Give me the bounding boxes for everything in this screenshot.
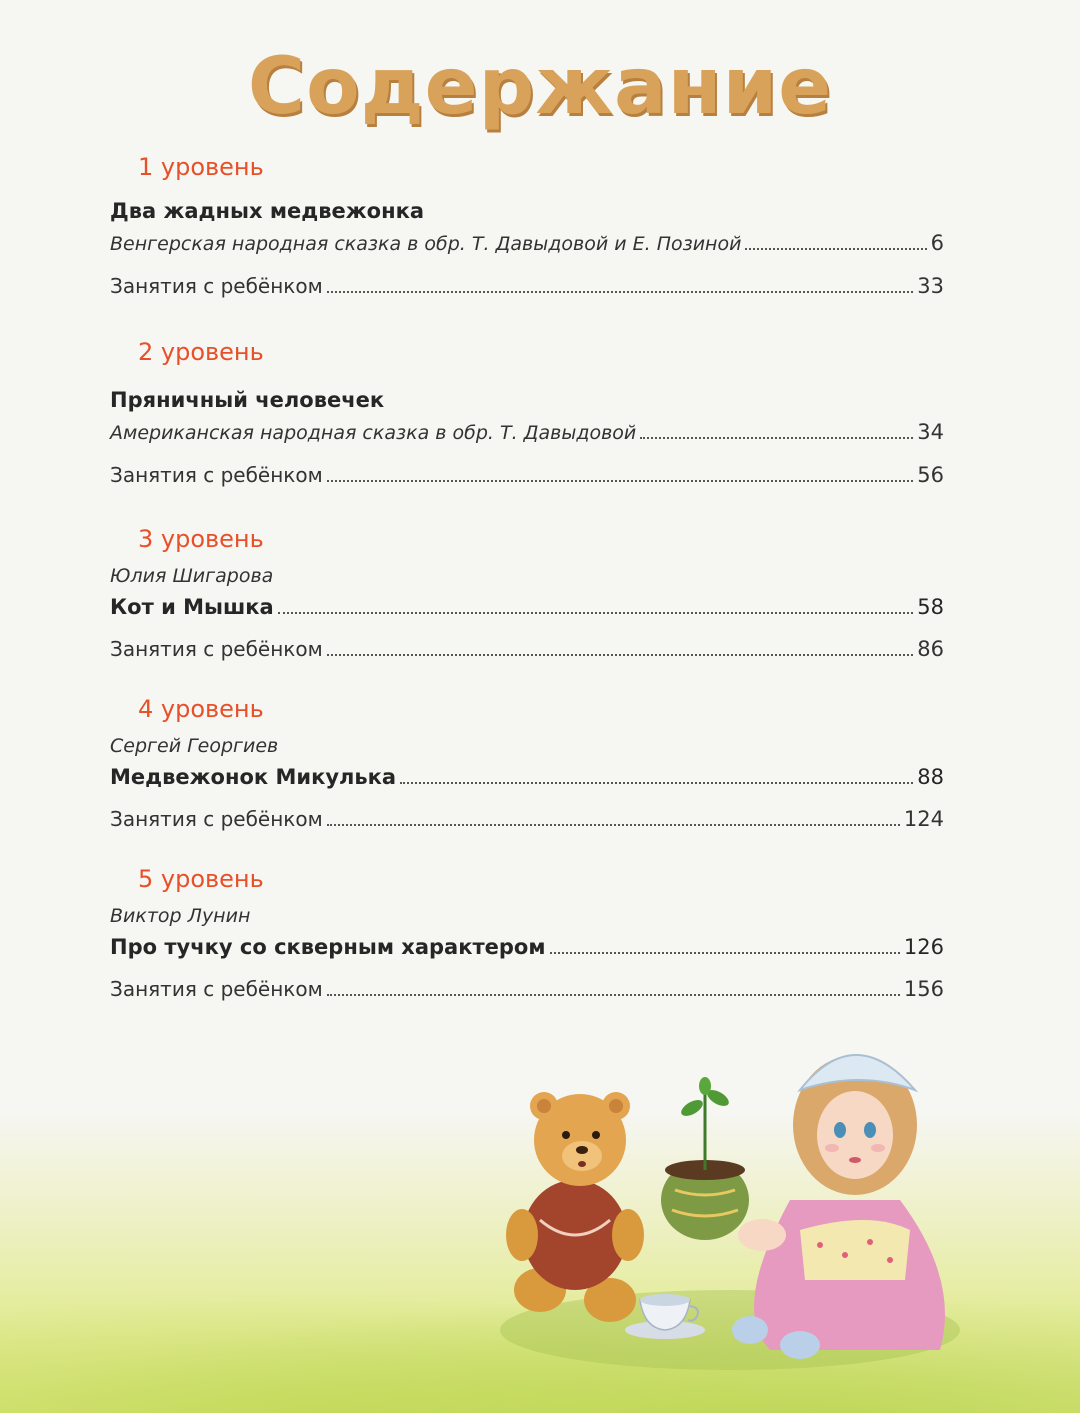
leader-dots <box>327 654 914 656</box>
story-subtitle: Венгерская народная сказка в обр. Т. Давыдовой и Е. Позиной <box>110 233 742 255</box>
story-title: Пряничный человечек <box>110 388 385 412</box>
activity-entry[interactable] <box>110 804 944 834</box>
level-heading: 5 уровень <box>138 865 264 893</box>
page-number: 88 <box>917 765 944 789</box>
toc-section-1 <box>110 150 944 301</box>
activity-title: Занятия с ребёнком <box>110 274 323 298</box>
activity-entry[interactable] <box>110 634 944 664</box>
level-heading: 3 уровень <box>138 525 264 553</box>
toc-section-3 <box>110 522 944 664</box>
leader-dots <box>327 291 914 293</box>
activity-entry[interactable] <box>110 974 944 1004</box>
story-title: Два жадных медвежонка <box>110 199 425 223</box>
leader-dots <box>278 612 914 614</box>
level-heading: 2 уровень <box>138 338 264 366</box>
story-entry[interactable] <box>110 590 944 624</box>
author-name: Юлия Шигарова <box>110 565 274 587</box>
story-entry[interactable] <box>110 194 944 228</box>
leader-dots <box>745 248 926 250</box>
leader-dots <box>327 824 900 826</box>
activity-title: Занятия с ребёнком <box>110 463 323 487</box>
leader-dots <box>327 994 900 996</box>
toc-section-2 <box>110 335 944 490</box>
story-subtitle-entry[interactable] <box>110 228 944 259</box>
level-heading: 4 уровень <box>138 695 264 723</box>
page-number: 34 <box>917 420 944 444</box>
page-number: 126 <box>903 935 944 959</box>
author-name: Виктор Лунин <box>110 905 251 927</box>
story-title: Медвежонок Микулька <box>110 765 397 789</box>
activity-title: Занятия с ребёнком <box>110 807 323 831</box>
story-title: Кот и Мышка <box>110 595 274 619</box>
activity-title: Занятия с ребёнком <box>110 977 323 1001</box>
page-number: 58 <box>917 595 944 619</box>
leader-dots <box>550 952 900 954</box>
page-title: Содержание <box>247 42 833 132</box>
page-number: 86 <box>917 637 944 661</box>
story-entry[interactable] <box>110 930 944 964</box>
story-entry[interactable] <box>110 760 944 794</box>
activity-entry[interactable] <box>110 460 944 490</box>
toc-section-5 <box>110 862 944 1004</box>
page-number: 56 <box>917 463 944 487</box>
activity-entry[interactable] <box>110 271 944 301</box>
table-of-contents <box>110 150 944 1004</box>
level-heading: 1 уровень <box>138 153 264 181</box>
leader-dots <box>400 782 913 784</box>
leader-dots <box>327 480 914 482</box>
story-subtitle: Американская народная сказка в обр. Т. Давыдовой <box>110 422 637 444</box>
page-number: 156 <box>903 977 944 1001</box>
story-subtitle-entry[interactable] <box>110 417 944 448</box>
author-name: Сергей Георгиев <box>110 735 279 757</box>
page-number: 6 <box>930 231 944 255</box>
leader-dots <box>640 437 913 439</box>
plant-pot-icon <box>661 1077 749 1240</box>
page-number: 33 <box>917 274 944 298</box>
doll-icon <box>732 1055 945 1359</box>
story-entry[interactable] <box>110 383 944 417</box>
page-number: 124 <box>903 807 944 831</box>
toys-illustration <box>500 1030 960 1370</box>
toc-section-4 <box>110 692 944 834</box>
story-title: Про тучку со скверным характером <box>110 935 546 959</box>
teddy-bear-icon <box>506 1092 644 1322</box>
activity-title: Занятия с ребёнком <box>110 637 323 661</box>
